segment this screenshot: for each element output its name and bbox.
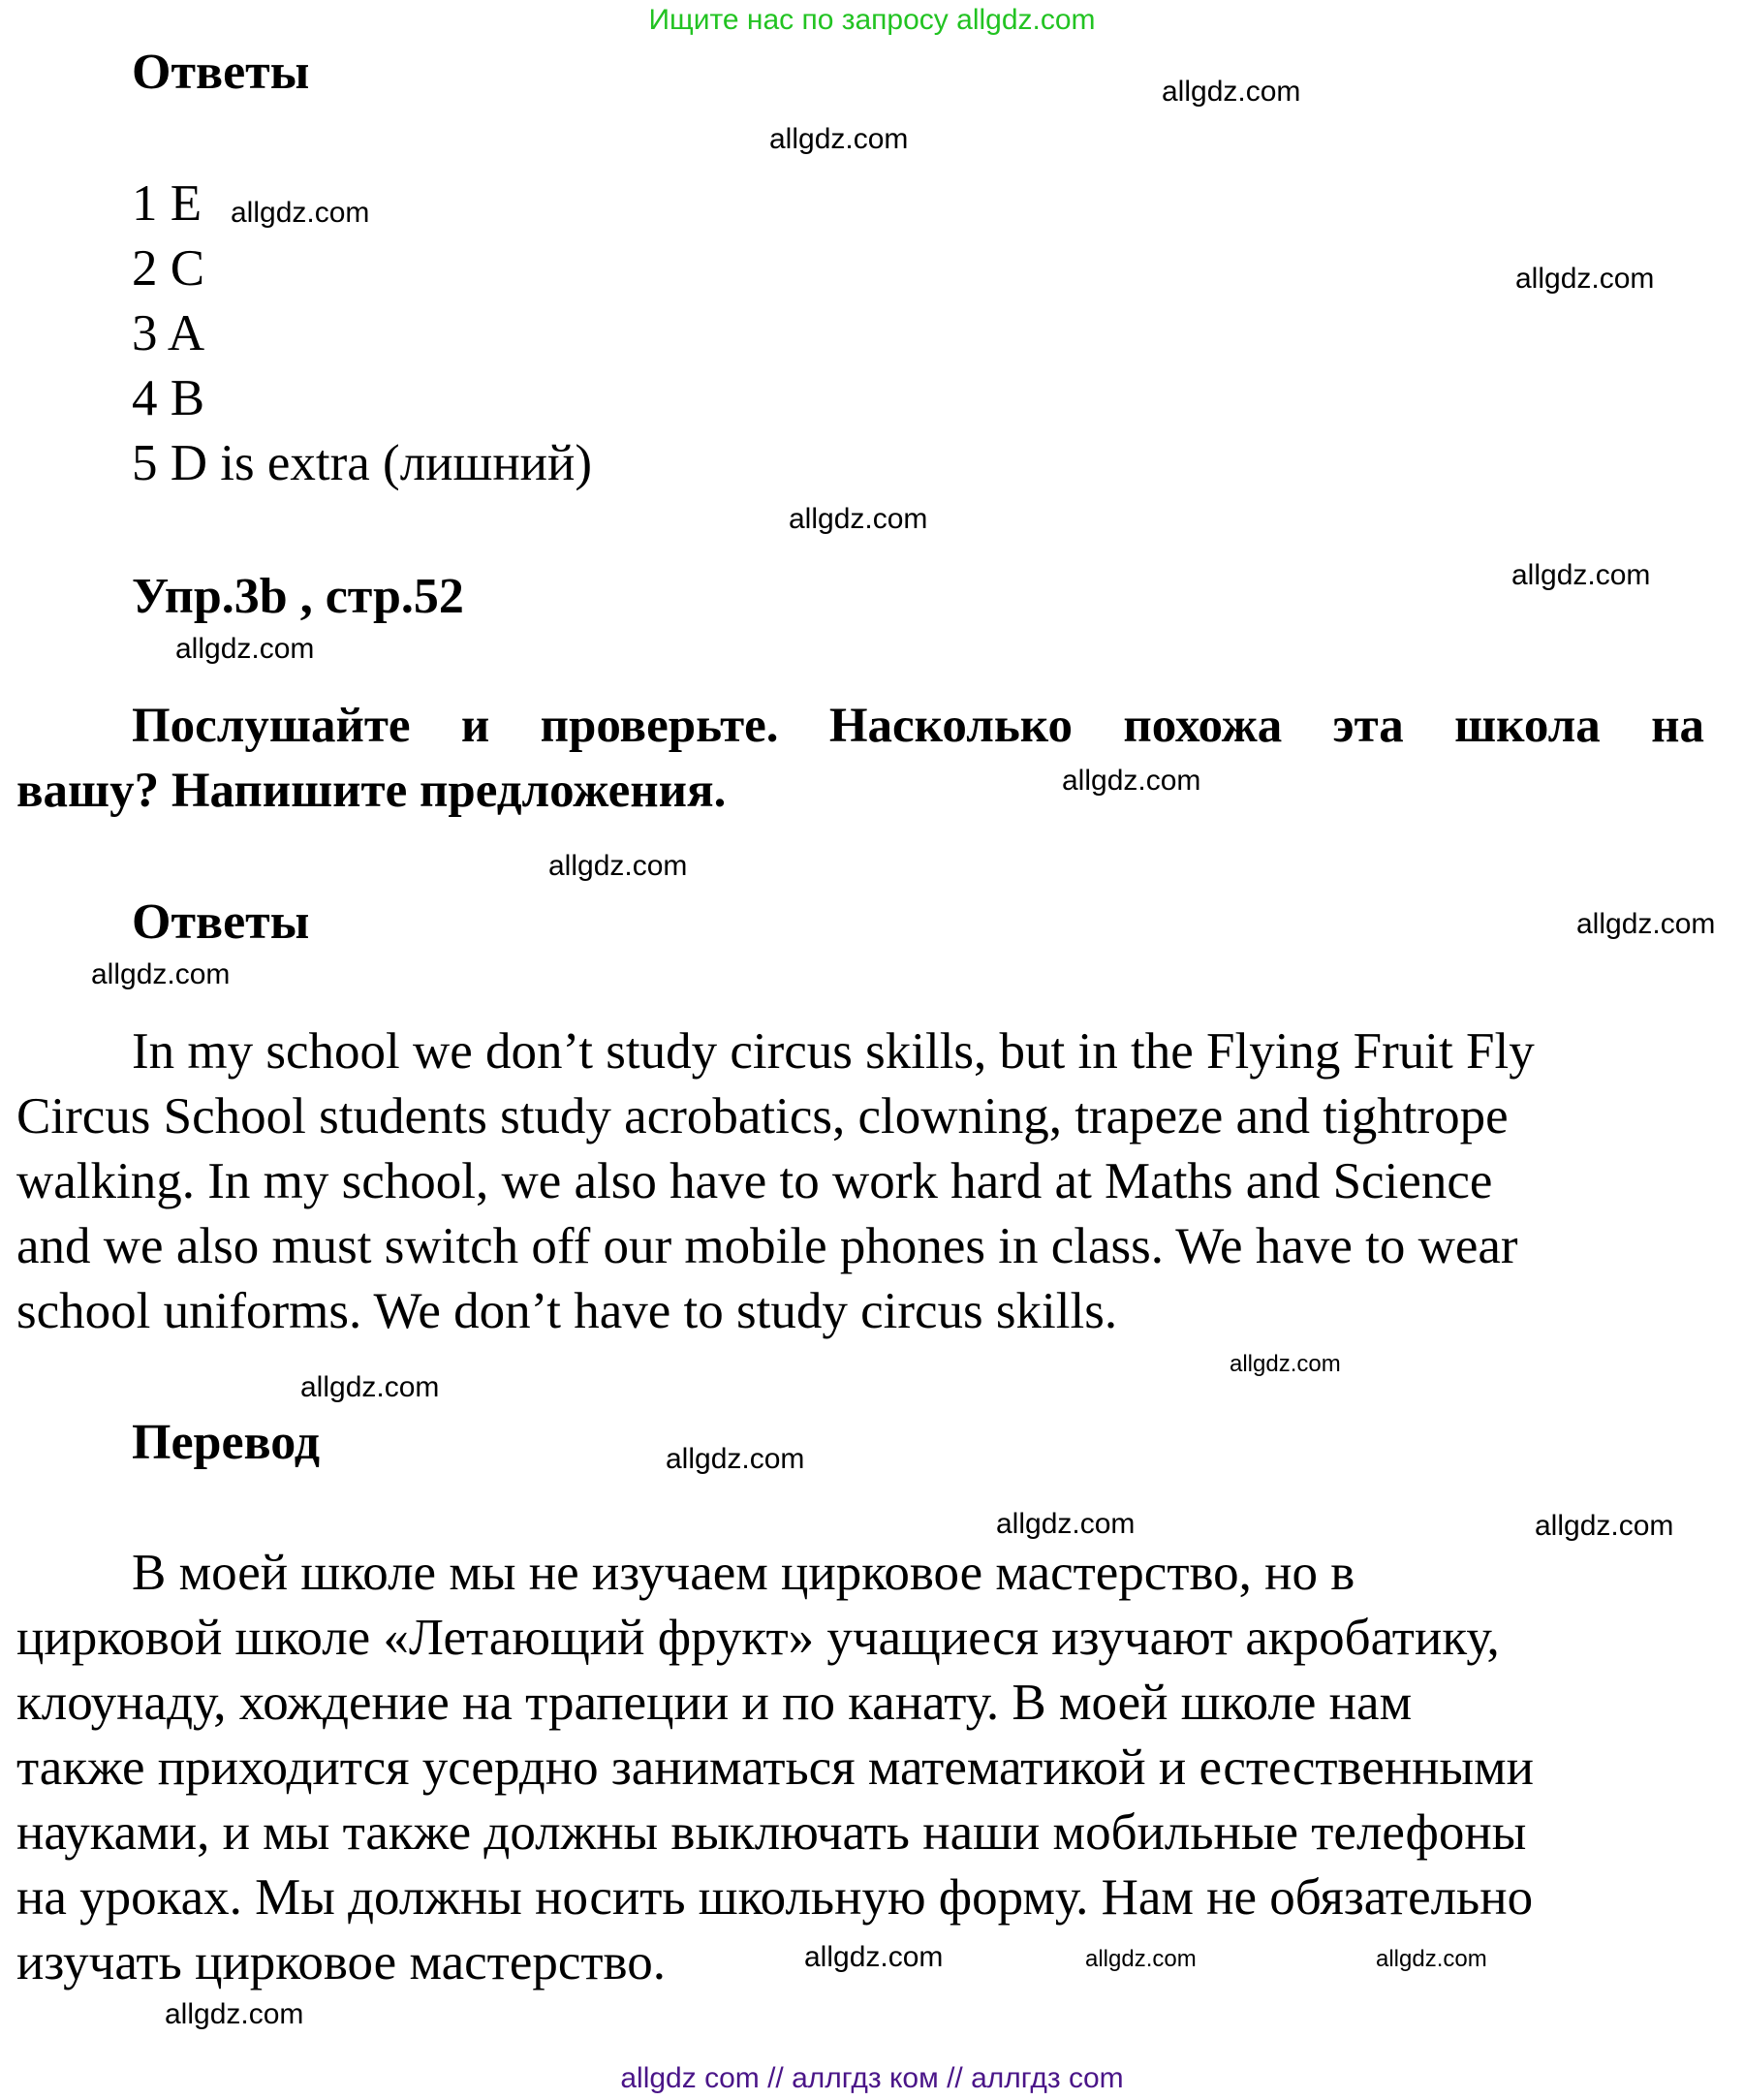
task-line: Послушайте и проверьте. Насколько похожа эта школа на <box>132 699 1704 753</box>
watermark: allgdz.com <box>175 633 315 665</box>
answer-item: 4 B <box>132 370 205 426</box>
watermark: allgdz.com <box>1535 1510 1674 1542</box>
translation-line: науками, и мы также должны выключать наши мобильные телефоны <box>16 1804 1527 1861</box>
watermark: allgdz.com <box>1085 1946 1197 1972</box>
answer-line: and we also must switch off our mobile phones in class. We have to wear <box>16 1218 1518 1274</box>
footer-links[interactable]: allgdz com // аллгдз ком // аллгдз com <box>620 2062 1124 2094</box>
watermark: allgdz.com <box>165 1998 304 2030</box>
watermark: allgdz.com <box>91 958 231 990</box>
watermark: allgdz.com <box>1162 76 1301 108</box>
watermark: allgdz.com <box>1062 765 1201 797</box>
answer-item: 5 D is extra (лишний) <box>132 435 593 491</box>
watermark: allgdz.com <box>1230 1351 1341 1377</box>
watermark: allgdz.com <box>300 1371 440 1403</box>
translation-heading: Перевод <box>132 1415 321 1470</box>
answer-line: Circus School students study acrobatics, clowning, trapeze and tightrope <box>16 1088 1509 1144</box>
answers-heading-1: Ответы <box>132 45 310 100</box>
translation-line: клоунаду, хождение на трапеции и по канату. В моей школе нам <box>16 1675 1413 1731</box>
translation-paragraph <box>16 1541 1534 1995</box>
translation-line: изучать цирковое мастерство. <box>16 1934 666 1990</box>
answer-line: school uniforms. We don’t have to study circus skills. <box>16 1283 1118 1339</box>
watermark: allgdz.com <box>769 123 909 155</box>
watermark: allgdz.com <box>1515 263 1655 295</box>
watermark: allgdz.com <box>1376 1946 1487 1972</box>
answer-paragraph <box>16 1019 1535 1344</box>
watermark: allgdz.com <box>789 503 928 535</box>
translation-line: на уроках. Мы должны носить школьную форму. Нам не обязательно <box>16 1869 1534 1926</box>
answer-line: walking. In my school, we also have to work hard at Maths and Science <box>16 1153 1493 1209</box>
watermark: allgdz.com <box>666 1443 805 1475</box>
exercise-heading: Упр.3b , стр.52 <box>132 569 464 624</box>
watermark: allgdz.com <box>548 850 688 882</box>
answer-item: 2 C <box>132 240 205 297</box>
watermark: allgdz.com <box>231 197 370 229</box>
translation-line: В моей школе мы не изучаем цирковое мастерство, но в <box>132 1545 1355 1601</box>
translation-line: цирковой школе «Летающий фрукт» учащиеся изучают акробатику, <box>16 1610 1500 1666</box>
search-banner[interactable]: Ищите нас по запросу allgdz.com <box>648 4 1096 36</box>
watermark: allgdz.com <box>1576 908 1716 940</box>
task-line: вашу? Напишите предложения. <box>16 764 727 818</box>
watermark: allgdz.com <box>996 1508 1136 1540</box>
watermark: allgdz.com <box>804 1941 944 1973</box>
translation-line: также приходится усердно заниматься математикой и естественными <box>16 1740 1535 1796</box>
answer-item: 3 A <box>132 305 205 361</box>
answer-line: In my school we don’t study circus skills, but in the Flying Fruit Fly <box>132 1023 1535 1080</box>
answer-item: 1 E <box>132 175 202 232</box>
task-instructions <box>16 694 1704 824</box>
answers-heading-2: Ответы <box>132 894 310 950</box>
watermark: allgdz.com <box>1511 559 1651 591</box>
